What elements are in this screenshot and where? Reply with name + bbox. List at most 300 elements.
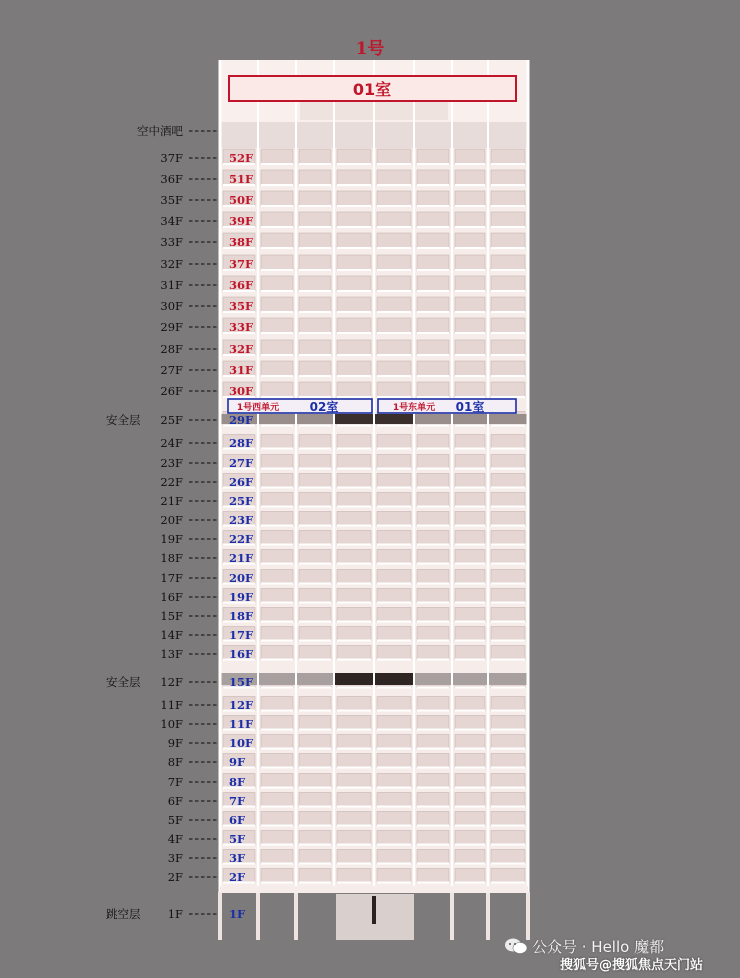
actual-floor-1F: 1F	[229, 907, 246, 921]
upper-floor-window	[299, 191, 331, 206]
upper-floor-window	[417, 276, 449, 291]
upper-floor-window	[261, 340, 293, 355]
lower-floor-window	[299, 550, 331, 564]
lower-floor-window	[337, 435, 371, 449]
actual-floor-39F: 39F	[229, 214, 254, 228]
floor-label-8F: 8F	[167, 755, 183, 769]
actual-floor-2F: 2F	[229, 870, 246, 884]
upper-floor-window	[261, 318, 293, 333]
lower-floor-window	[299, 774, 331, 788]
actual-floor-28F: 28F	[229, 436, 254, 450]
upper-floor-window	[299, 297, 331, 312]
lower-floor-window	[417, 754, 449, 768]
actual-floor-50F: 50F	[229, 193, 254, 207]
building-facade	[218, 60, 530, 940]
actual-floor-22F: 22F	[229, 532, 254, 546]
lower-floor-window	[261, 735, 293, 749]
lower-floor-window	[377, 627, 411, 641]
watermark-sohu: 搜狐号@搜狐焦点天门站	[560, 958, 704, 973]
upper-floor-window	[377, 191, 411, 206]
upper-floor-window	[261, 255, 293, 270]
floor-label-28F: 28F	[160, 342, 183, 356]
actual-floor-33F: 33F	[229, 320, 254, 334]
lower-floor-window	[491, 550, 525, 564]
lower-floor-window	[455, 455, 485, 469]
lower-floor-window	[337, 627, 371, 641]
floor-label-24F: 24F	[160, 436, 183, 450]
upper-floor-window	[491, 170, 525, 185]
lower-floor-window	[337, 589, 371, 603]
lower-floor-window	[491, 493, 525, 507]
actual-floor-23F: 23F	[229, 513, 254, 527]
lower-floor-window	[299, 455, 331, 469]
floor-label-9F: 9F	[167, 736, 183, 750]
floor-label-26F: 26F	[160, 384, 183, 398]
floor-label-14F: 14F	[160, 628, 183, 642]
sky-bar-label: 空中酒吧	[137, 124, 183, 138]
lower-floor-window	[299, 812, 331, 826]
upper-floor-window	[337, 361, 371, 376]
lower-floor-window	[417, 435, 449, 449]
upper-floor-window	[337, 191, 371, 206]
lower-floor-window	[455, 474, 485, 488]
floor-label-15F: 15F	[160, 609, 183, 623]
lower-floor-window	[299, 589, 331, 603]
floor-label-35F: 35F	[160, 193, 183, 207]
actual-floor-21F: 21F	[229, 551, 254, 565]
piloti-column	[526, 892, 530, 940]
upper-floor-window	[491, 255, 525, 270]
lower-floor-window	[377, 435, 411, 449]
upper-floor-window	[455, 276, 485, 291]
lower-floor-window	[491, 435, 525, 449]
actual-floor-5F: 5F	[229, 832, 246, 846]
upper-floor-window	[337, 276, 371, 291]
lower-floor-window	[261, 774, 293, 788]
lower-floor-window	[417, 550, 449, 564]
upper-floor-window	[299, 318, 331, 333]
lower-floor-window	[455, 627, 485, 641]
floor-type-label: 安全层	[106, 413, 141, 427]
lower-floor-window	[377, 735, 411, 749]
lower-floor-window	[261, 570, 293, 584]
floor-label-32F: 32F	[160, 257, 183, 271]
lower-floor-window	[377, 869, 411, 883]
piloti-column	[486, 892, 490, 940]
lower-floor-window	[261, 608, 293, 622]
upper-floor-window	[417, 191, 449, 206]
upper-floor-window	[261, 361, 293, 376]
lower-floor-window	[377, 697, 411, 711]
lower-floor-window	[337, 474, 371, 488]
upper-floor-window	[337, 149, 371, 164]
upper-floor-window	[299, 170, 331, 185]
upper-floor-window	[417, 233, 449, 248]
upper-floor-window	[491, 340, 525, 355]
lower-floor-window	[261, 646, 293, 660]
lower-floor-window	[299, 754, 331, 768]
actual-floor-51F: 51F	[229, 172, 254, 186]
upper-floor-window	[261, 233, 293, 248]
upper-floor-window	[417, 149, 449, 164]
lower-floor-window	[299, 869, 331, 883]
lower-floor-window	[417, 512, 449, 526]
upper-floor-window	[455, 149, 485, 164]
upper-floor-window	[455, 297, 485, 312]
lower-floor-window	[455, 435, 485, 449]
upper-floor-window	[455, 255, 485, 270]
lower-floor-window	[377, 531, 411, 545]
floor-label-11F: 11F	[160, 698, 183, 712]
actual-floor-36F: 36F	[229, 278, 254, 292]
lower-floor-window	[377, 716, 411, 730]
lower-floor-window	[377, 550, 411, 564]
lower-floor-window	[261, 869, 293, 883]
upper-floor-window	[417, 170, 449, 185]
floor-labels	[106, 124, 254, 921]
upper-floor-window	[261, 382, 293, 397]
lower-floor-window	[377, 754, 411, 768]
upper-floor-window	[455, 340, 485, 355]
lower-floor-window	[261, 754, 293, 768]
lower-floor-window	[337, 754, 371, 768]
piloti-column	[256, 892, 260, 940]
actual-floor-3F: 3F	[229, 851, 246, 865]
actual-floor-12F: 12F	[229, 698, 254, 712]
lower-floor-window	[299, 608, 331, 622]
upper-floor-window	[377, 276, 411, 291]
actual-floor-8F: 8F	[229, 775, 246, 789]
lower-floor-window	[377, 474, 411, 488]
upper-floor-window	[455, 318, 485, 333]
lower-floor-window	[337, 608, 371, 622]
lower-floor-window	[337, 869, 371, 883]
floor-label-36F: 36F	[160, 172, 183, 186]
lower-floor-window	[377, 812, 411, 826]
lower-floor-window	[377, 793, 411, 807]
lower-floor-window	[337, 831, 371, 845]
lower-floor-window	[299, 627, 331, 641]
lower-floor-window	[417, 812, 449, 826]
floor-label-25F: 25F	[160, 413, 183, 427]
upper-floor-window	[417, 255, 449, 270]
floor-label-6F: 6F	[167, 794, 183, 808]
top-unit-label: 01室	[352, 80, 392, 99]
upper-floor-window	[417, 297, 449, 312]
upper-floor-window	[491, 212, 525, 227]
upper-floor-window	[337, 212, 371, 227]
upper-floor-window	[455, 382, 485, 397]
lower-floor-window	[491, 474, 525, 488]
lower-floor-window	[417, 716, 449, 730]
piloti-column	[450, 892, 454, 940]
lower-floor-window	[261, 627, 293, 641]
lower-floor-window	[337, 646, 371, 660]
lower-floor-window	[337, 455, 371, 469]
upper-floor-window	[491, 318, 525, 333]
lower-floor-window	[261, 435, 293, 449]
building-title: 1号	[355, 39, 385, 59]
floor-label-17F: 17F	[160, 571, 183, 585]
floor-label-5F: 5F	[167, 813, 183, 827]
upper-floor-window	[337, 382, 371, 397]
lower-floor-window	[417, 474, 449, 488]
upper-floor-window	[299, 361, 331, 376]
lower-floor-window	[455, 793, 485, 807]
actual-floor-37F: 37F	[229, 257, 254, 271]
lower-floor-window	[261, 716, 293, 730]
upper-floor-window	[299, 340, 331, 355]
actual-floor-11F: 11F	[229, 717, 254, 731]
lower-floor-window	[491, 697, 525, 711]
lower-floor-window	[299, 793, 331, 807]
lower-floor-window	[417, 774, 449, 788]
lower-floor-window	[417, 697, 449, 711]
lower-floor-window	[337, 570, 371, 584]
upper-floor-window	[491, 191, 525, 206]
lower-floor-window	[455, 646, 485, 660]
upper-floor-window	[377, 255, 411, 270]
lower-floor-window	[417, 831, 449, 845]
lower-floor-window	[337, 774, 371, 788]
lower-floor-window	[377, 512, 411, 526]
lower-floor-window	[491, 512, 525, 526]
actual-floor-20F: 20F	[229, 571, 254, 585]
floor-label-12F: 12F	[160, 675, 183, 689]
floor-label-33F: 33F	[160, 235, 183, 249]
lower-floor-window	[299, 646, 331, 660]
lower-floor-window	[299, 512, 331, 526]
actual-floor-19F: 19F	[229, 590, 254, 604]
lower-floor-window	[455, 493, 485, 507]
lower-floor-window	[455, 869, 485, 883]
lower-floor-window	[377, 831, 411, 845]
actual-floor-9F: 9F	[229, 755, 246, 769]
lower-floor-window	[491, 646, 525, 660]
lower-floor-window	[299, 850, 331, 864]
lower-floor-window	[337, 850, 371, 864]
lower-floor-window	[491, 869, 525, 883]
lower-floor-window	[455, 812, 485, 826]
lower-floor-window	[337, 793, 371, 807]
lower-floor-window	[491, 716, 525, 730]
lower-floor-window	[299, 570, 331, 584]
actual-floor-32F: 32F	[229, 342, 254, 356]
upper-floor-window	[261, 212, 293, 227]
lower-floor-window	[337, 812, 371, 826]
piloti-column	[218, 892, 222, 940]
floor-label-19F: 19F	[160, 532, 183, 546]
lower-floor-window	[261, 474, 293, 488]
lower-floor-window	[261, 697, 293, 711]
upper-floor-window	[337, 297, 371, 312]
floor-label-16F: 16F	[160, 590, 183, 604]
lower-floor-window	[377, 570, 411, 584]
actual-floor-16F: 16F	[229, 647, 254, 661]
floor-label-37F: 37F	[160, 151, 183, 165]
lower-floor-window	[455, 512, 485, 526]
actual-floor-15F: 15F	[229, 675, 254, 689]
lower-floor-window	[417, 735, 449, 749]
upper-floor-window	[299, 276, 331, 291]
lower-floor-window	[337, 716, 371, 730]
split-unit-room: 02室	[309, 400, 339, 414]
upper-floor-window	[261, 297, 293, 312]
upper-floor-window	[455, 361, 485, 376]
lower-floor-window	[299, 435, 331, 449]
lower-floor-window	[377, 608, 411, 622]
lower-floor-window	[299, 697, 331, 711]
actual-floor-31F: 31F	[229, 363, 254, 377]
lower-floor-window	[261, 531, 293, 545]
floor-label-1F: 1F	[167, 907, 183, 921]
lower-floor-window	[337, 697, 371, 711]
actual-floor-29F: 29F	[229, 413, 254, 427]
lower-floor-window	[491, 531, 525, 545]
upper-floor-window	[377, 233, 411, 248]
floor-label-30F: 30F	[160, 299, 183, 313]
upper-floor-window	[377, 149, 411, 164]
upper-floor-window	[377, 212, 411, 227]
lower-floor-window	[417, 455, 449, 469]
actual-floor-10F: 10F	[229, 736, 254, 750]
lower-floor-window	[455, 697, 485, 711]
lobby-door	[372, 896, 376, 924]
floor-label-13F: 13F	[160, 647, 183, 661]
floor-label-4F: 4F	[167, 832, 183, 846]
lower-floor-window	[455, 531, 485, 545]
lower-floor-window	[455, 608, 485, 622]
split-unit-room: 01室	[455, 400, 485, 414]
upper-floor-window	[377, 340, 411, 355]
split-unit-name: 1号西单元	[236, 403, 280, 413]
upper-floor-window	[337, 340, 371, 355]
lower-floor-window	[417, 793, 449, 807]
upper-floor-window	[491, 382, 525, 397]
lower-floor-window	[491, 608, 525, 622]
upper-floor-window	[491, 361, 525, 376]
floor-label-31F: 31F	[160, 278, 183, 292]
actual-floor-17F: 17F	[229, 628, 254, 642]
lower-floor-window	[491, 570, 525, 584]
lower-floor-window	[299, 493, 331, 507]
lower-floor-window	[377, 646, 411, 660]
upper-floor-window	[377, 361, 411, 376]
upper-floor-window	[491, 233, 525, 248]
floor-label-22F: 22F	[160, 475, 183, 489]
lower-floor-window	[337, 550, 371, 564]
actual-floor-25F: 25F	[229, 494, 254, 508]
lower-floor-window	[261, 793, 293, 807]
lower-floor-window	[417, 869, 449, 883]
upper-floor-window	[417, 318, 449, 333]
upper-floor-window	[377, 318, 411, 333]
upper-floor-window	[261, 276, 293, 291]
lower-floor-window	[417, 493, 449, 507]
actual-floor-18F: 18F	[229, 609, 254, 623]
lower-floor-window	[261, 512, 293, 526]
lower-floor-window	[455, 735, 485, 749]
actual-floor-6F: 6F	[229, 813, 246, 827]
upper-floor-window	[299, 382, 331, 397]
floor-label-3F: 3F	[167, 851, 183, 865]
lower-floor-window	[417, 627, 449, 641]
actual-floor-7F: 7F	[229, 794, 246, 808]
floor-label-29F: 29F	[160, 320, 183, 334]
actual-floor-30F: 30F	[229, 384, 254, 398]
upper-floor-window	[417, 340, 449, 355]
upper-floor-window	[261, 191, 293, 206]
lower-floor-window	[299, 716, 331, 730]
lower-floor-window	[337, 531, 371, 545]
podium-slab	[220, 886, 528, 893]
upper-floor-window	[491, 149, 525, 164]
lower-floor-window	[417, 850, 449, 864]
upper-floor-window	[299, 255, 331, 270]
floor-label-10F: 10F	[160, 717, 183, 731]
lower-floor-window	[491, 455, 525, 469]
lower-floor-window	[491, 627, 525, 641]
watermark-public-account: 公众号 · Hello 魔都	[532, 938, 665, 956]
lower-floor-window	[417, 570, 449, 584]
lower-floor-window	[337, 493, 371, 507]
upper-floor-window	[417, 212, 449, 227]
split-unit-name: 1号东单元	[392, 403, 436, 413]
lower-floor-window	[261, 812, 293, 826]
upper-floor-window	[377, 170, 411, 185]
lower-floor-window	[491, 774, 525, 788]
actual-floor-38F: 38F	[229, 235, 254, 249]
lower-floor-window	[491, 589, 525, 603]
actual-floor-35F: 35F	[229, 299, 254, 313]
upper-floor-window	[337, 233, 371, 248]
upper-floor-window	[455, 191, 485, 206]
upper-floor-window	[377, 382, 411, 397]
upper-floor-window	[455, 170, 485, 185]
upper-floor-window	[261, 149, 293, 164]
lower-floor-window	[261, 850, 293, 864]
upper-floor-window	[417, 382, 449, 397]
lower-floor-window	[491, 812, 525, 826]
lower-floor-window	[299, 831, 331, 845]
lower-floor-window	[417, 608, 449, 622]
lower-floor-window	[377, 850, 411, 864]
upper-floor-window	[491, 297, 525, 312]
floor-type-label: 跳空层	[106, 907, 141, 921]
lower-floor-window	[377, 493, 411, 507]
wechat-icon	[504, 937, 528, 955]
lower-floor-window	[299, 735, 331, 749]
lower-floor-window	[377, 455, 411, 469]
lower-floor-window	[417, 589, 449, 603]
actual-floor-26F: 26F	[229, 475, 254, 489]
lower-floor-window	[491, 754, 525, 768]
floor-label-18F: 18F	[160, 551, 183, 565]
floor-label-27F: 27F	[160, 363, 183, 377]
floor-label-20F: 20F	[160, 513, 183, 527]
upper-floor-window	[337, 255, 371, 270]
lower-floor-window	[377, 774, 411, 788]
lower-floor-window	[261, 493, 293, 507]
upper-floor-window	[455, 233, 485, 248]
lower-floor-window	[455, 570, 485, 584]
lower-floor-window	[261, 550, 293, 564]
upper-floor-window	[377, 297, 411, 312]
upper-floor-window	[299, 233, 331, 248]
lower-floor-window	[455, 774, 485, 788]
lower-floor-window	[299, 531, 331, 545]
floor-label-23F: 23F	[160, 456, 183, 470]
